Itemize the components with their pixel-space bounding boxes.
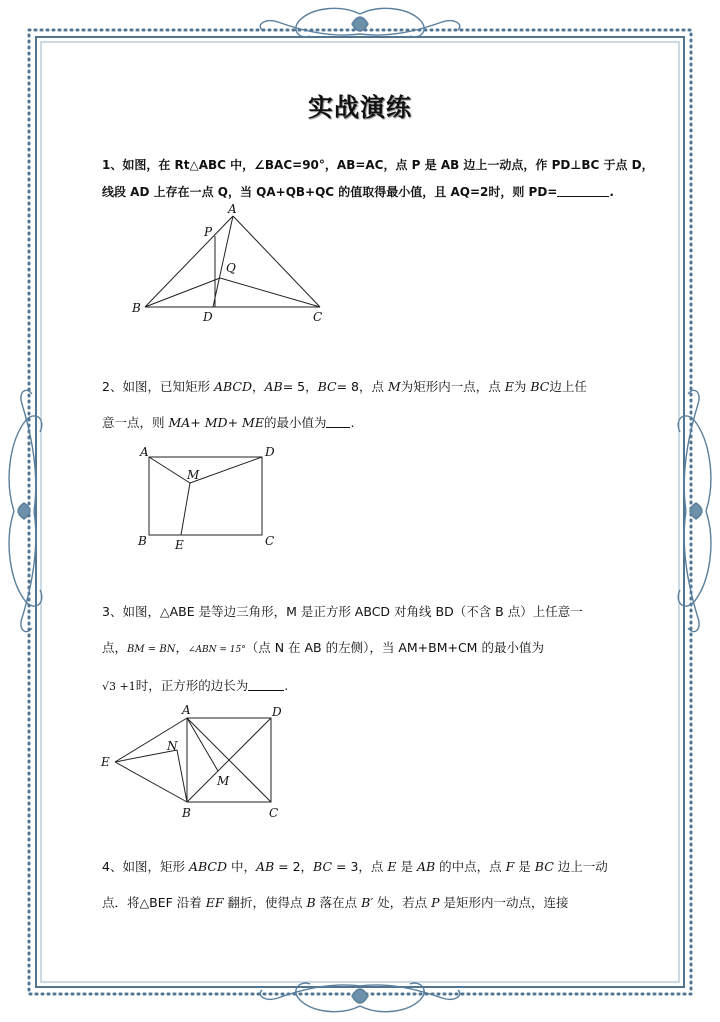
q3-answer-blank[interactable] — [248, 689, 284, 691]
q3-label-M: M — [217, 774, 230, 788]
q3-text: 时，正方形的边长为 — [135, 678, 249, 693]
q1-label-A: A — [228, 202, 237, 216]
q4-text: 翻折，使得点 — [223, 895, 307, 910]
q3-label-C: C — [269, 806, 279, 820]
q3-seg-NB — [177, 750, 187, 802]
q4-var: E — [387, 859, 397, 874]
q3-text: （点 N 在 AB 的左侧），当 AM+BM+CM 的最小值为 — [245, 640, 544, 655]
q3-label-E: E — [101, 755, 110, 769]
q3-line-3 — [102, 676, 288, 694]
q3-label-N: N — [167, 739, 178, 753]
q2-text: 为矩形内一点，点 — [400, 379, 505, 394]
q4-var: BC — [534, 859, 554, 874]
q3-label-D: D — [272, 705, 282, 719]
q1-figure — [125, 200, 335, 326]
q1-seg-QC — [220, 278, 320, 307]
q4-text: 的中点，点 — [435, 859, 506, 874]
q1-label-B: B — [132, 301, 141, 315]
q1-label-P: P — [204, 225, 213, 239]
q2-text: 意一点，则 — [102, 415, 169, 430]
q1-seg-BA — [145, 216, 233, 307]
q4-line-1 — [102, 857, 608, 875]
q4-var: P — [431, 895, 440, 910]
q2-var: AB — [264, 379, 283, 394]
q4-text: 落在点 — [315, 895, 362, 910]
q3-line-1: 3、如图，△ABE 是等边三角形，M 是正方形 ABCD 对角线 BD（不含 B 点）上任意一 — [102, 604, 583, 619]
q3-text: . — [284, 678, 289, 693]
q4-line-2 — [102, 893, 569, 911]
q1-seg-QB — [145, 278, 220, 307]
q4-text: 是 — [514, 859, 535, 874]
q1-line-2-end: . — [609, 185, 614, 199]
q1-answer-blank[interactable] — [557, 195, 609, 197]
q4-var: B — [306, 895, 316, 910]
q4-text: 是 — [396, 859, 417, 874]
q2-line-2 — [102, 413, 354, 431]
q2-text: ， — [251, 379, 265, 394]
q1-label-D: D — [203, 310, 213, 324]
q4-text: 处，若点 — [373, 895, 432, 910]
q3-sqrt: √3 +1 — [102, 680, 136, 693]
q1-line-1: 1、如图，在 Rt△ABC 中，∠BAC=90°，AB=AC，点 P 是 AB 边上一动点，作 PD⊥BC 于点 D， — [102, 158, 654, 172]
q2-var: BC — [530, 379, 550, 394]
q4-var: F — [505, 859, 515, 874]
q4-text: = 2， — [274, 859, 314, 874]
q4-text: 边上一动 — [553, 859, 608, 874]
q3-seg-EB — [115, 762, 187, 802]
q3-var: ∠ABN = 15° — [187, 645, 246, 655]
q2-var: MA+ MD+ ME — [168, 415, 264, 430]
q2-text: = 8，点 — [336, 379, 388, 394]
q3-label-A: A — [182, 703, 191, 717]
q3-figure — [97, 700, 297, 826]
q2-text: 2、如图，已知矩形 — [102, 379, 214, 394]
q4-var: AB — [255, 859, 275, 874]
q2-seg-ME — [181, 483, 190, 535]
q3-line-2 — [102, 638, 544, 656]
q4-text: = 3，点 — [332, 859, 388, 874]
q2-text: 边上任 — [549, 379, 587, 394]
q4-var: B′ — [361, 895, 374, 910]
q2-var: BC — [317, 379, 337, 394]
q2-label-M: M — [187, 468, 200, 482]
q4-text: 点．将△BEF 沿着 — [102, 895, 206, 910]
q2-text: 为 — [513, 379, 531, 394]
q2-var: E — [504, 379, 514, 394]
q4-var: AB — [416, 859, 436, 874]
q2-label-C: C — [265, 534, 275, 548]
q2-text: 的最小值为 — [263, 415, 327, 430]
top-ornament — [260, 8, 460, 37]
q4-text: 中， — [226, 859, 256, 874]
q2-label-A: A — [140, 445, 149, 459]
q4-var: ABCD — [188, 859, 227, 874]
q3-text: ， — [175, 640, 188, 655]
q1-label-C: C — [313, 310, 323, 324]
q2-line-1 — [102, 377, 587, 395]
q4-text: 是矩形内一动点，连接 — [439, 895, 569, 910]
q3-text: 点， — [102, 640, 128, 655]
q4-text: 4、如图，矩形 — [102, 859, 189, 874]
page-title: 实战演练 — [307, 93, 412, 122]
q3-var: BM = BN — [127, 644, 176, 655]
q4-var: BC — [313, 859, 333, 874]
q2-figure — [132, 442, 282, 554]
q2-var: M — [387, 379, 401, 394]
q1-seg-AC — [233, 216, 320, 307]
q2-label-E: E — [175, 538, 184, 552]
q2-seg-MD — [190, 457, 262, 483]
q2-label-D: D — [265, 445, 275, 459]
q2-answer-blank[interactable] — [326, 426, 350, 428]
q1-line-2 — [102, 183, 614, 200]
q1-label-Q: Q — [226, 261, 236, 275]
q2-text: . — [350, 415, 355, 430]
q2-rect-ABCD — [149, 457, 262, 535]
q2-text: = 5， — [282, 379, 318, 394]
q2-label-B: B — [138, 534, 147, 548]
q4-var: EF — [205, 895, 224, 910]
q2-var: ABCD — [213, 379, 252, 394]
q2-seg-MA — [149, 457, 190, 483]
q1-line-2-text: 线段 AD 上存在一点 Q，当 QA+QB+QC 的值取得最小值，且 AQ=2时，则 PD= — [102, 185, 558, 199]
q3-label-B: B — [182, 806, 191, 820]
